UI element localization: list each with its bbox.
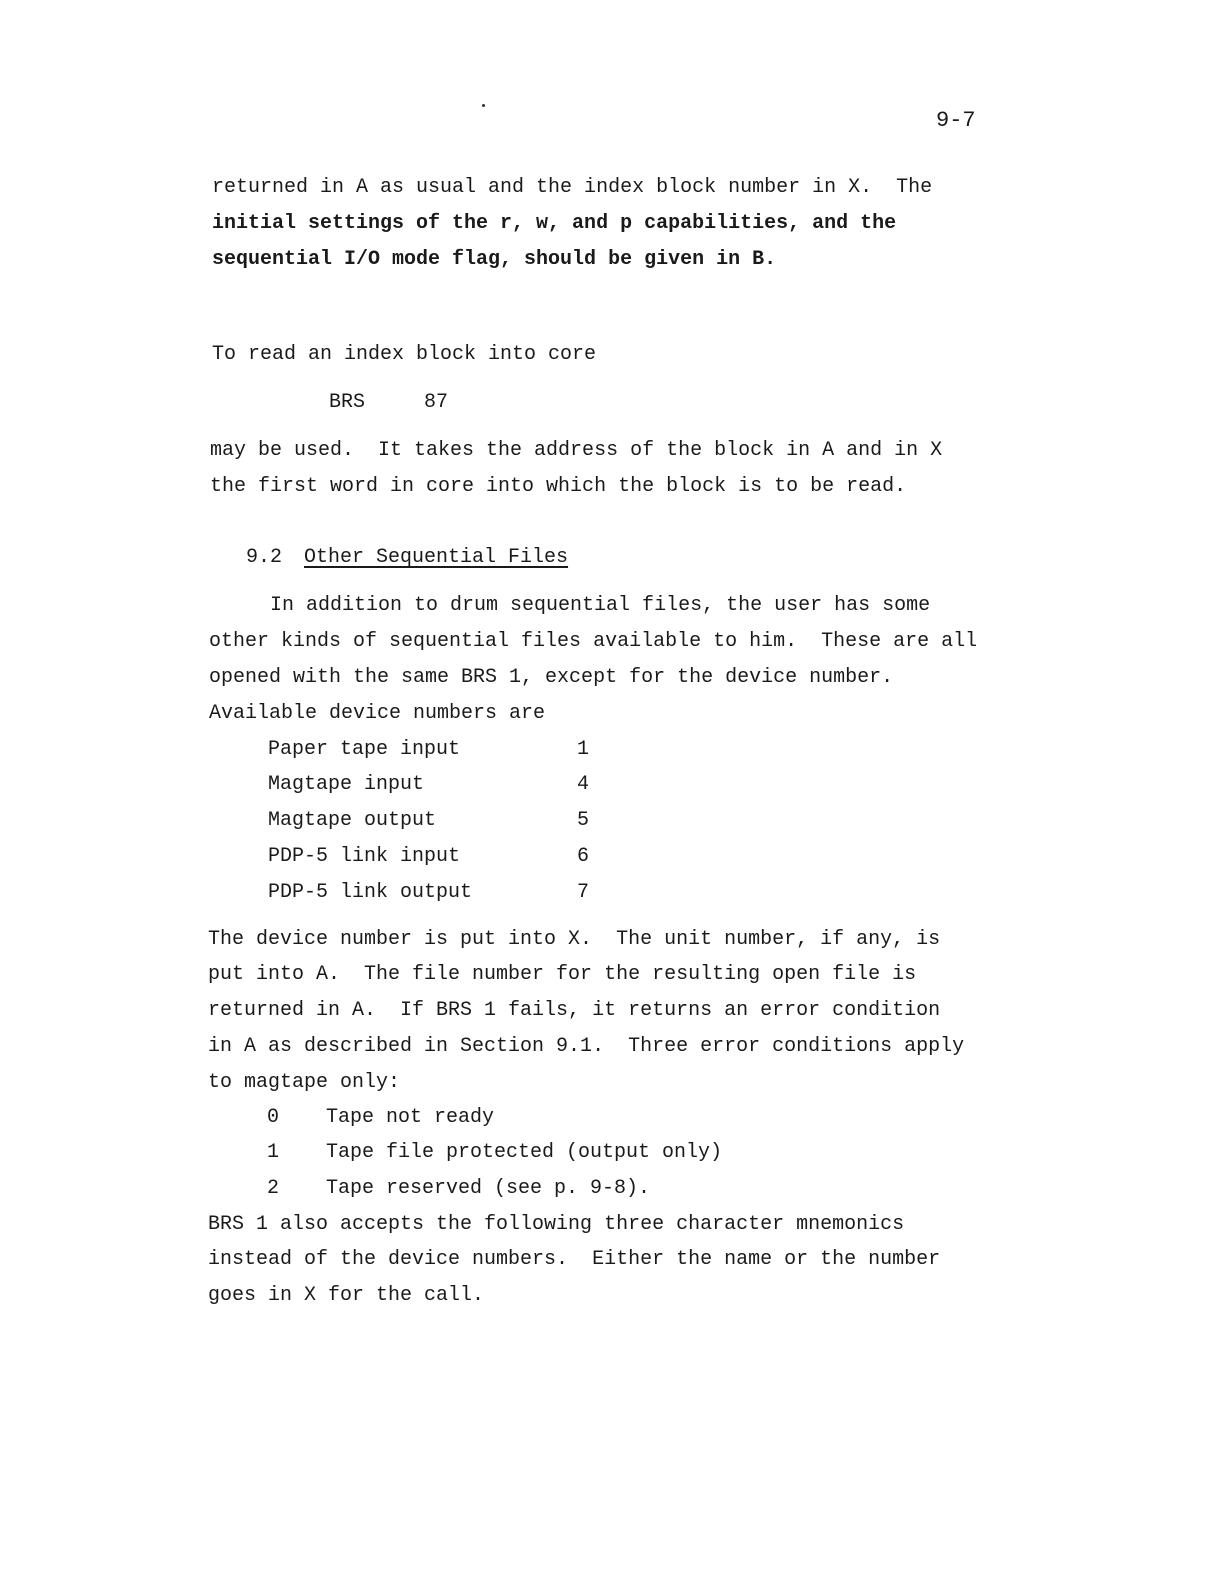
error-description: Tape not ready xyxy=(326,1106,495,1129)
para4-line-1: The device number is put into X. The unit number, if any, is xyxy=(208,928,941,951)
device-name: PDP-5 link input xyxy=(268,845,461,868)
error-description: Tape reserved (see p. 9-8). xyxy=(326,1177,651,1200)
para3-line-1: In addition to drum sequential files, the user has some xyxy=(270,594,931,617)
device-name: PDP-5 link output xyxy=(268,881,473,904)
read-intro: To read an index block into core xyxy=(212,343,597,366)
device-number: 1 xyxy=(577,738,590,761)
error-description: Tape file protected (output only) xyxy=(326,1141,723,1164)
para1-line-3: sequential I/O mode flag, should be given in B. xyxy=(212,248,777,271)
para4-line-3: returned in A. If BRS 1 fails, it returns an error condition xyxy=(208,999,941,1022)
para4-line-2: put into A. The file number for the resulting open file is xyxy=(208,963,917,986)
para3-line-3: opened with the same BRS 1, except for the device number. xyxy=(209,666,894,689)
error-code: 2 xyxy=(267,1177,280,1200)
device-name: Paper tape input xyxy=(268,738,461,761)
device-number: 4 xyxy=(577,773,590,796)
para3-line-2: other kinds of sequential files available to him. These are all xyxy=(209,630,978,653)
device-number: 5 xyxy=(577,809,590,832)
para5-line-3: goes in X for the call. xyxy=(208,1284,485,1307)
error-code: 1 xyxy=(267,1141,280,1164)
page-number: 9-7 xyxy=(936,108,976,133)
device-number: 7 xyxy=(577,881,590,904)
instruction-op: BRS xyxy=(329,391,366,414)
section-title: Other Sequential Files xyxy=(304,546,569,569)
para2-line-2: the first word in core into which the block is to be read. xyxy=(210,475,907,498)
device-name: Magtape output xyxy=(268,809,437,832)
para1-line-1: returned in A as usual and the index block number in X. The xyxy=(212,176,933,199)
device-name: Magtape input xyxy=(268,773,425,796)
para4-line-4: in A as described in Section 9.1. Three error conditions apply xyxy=(208,1035,965,1058)
para1-line-2: initial settings of the r, w, and p capabilities, and the xyxy=(212,212,897,235)
instruction-arg: 87 xyxy=(424,391,449,414)
para4-line-5: to magtape only: xyxy=(208,1071,401,1094)
para5-line-1: BRS 1 also accepts the following three character mnemonics xyxy=(208,1213,905,1236)
para2-line-1: may be used. It takes the address of the block in A and in X xyxy=(210,439,943,462)
section-number: 9.2 xyxy=(246,546,283,569)
error-code: 0 xyxy=(267,1106,280,1129)
device-number: 6 xyxy=(577,845,590,868)
para3-line-4: Available device numbers are xyxy=(209,702,546,725)
para5-line-2: instead of the device numbers. Either the name or the number xyxy=(208,1248,941,1271)
stray-mark xyxy=(482,104,485,107)
